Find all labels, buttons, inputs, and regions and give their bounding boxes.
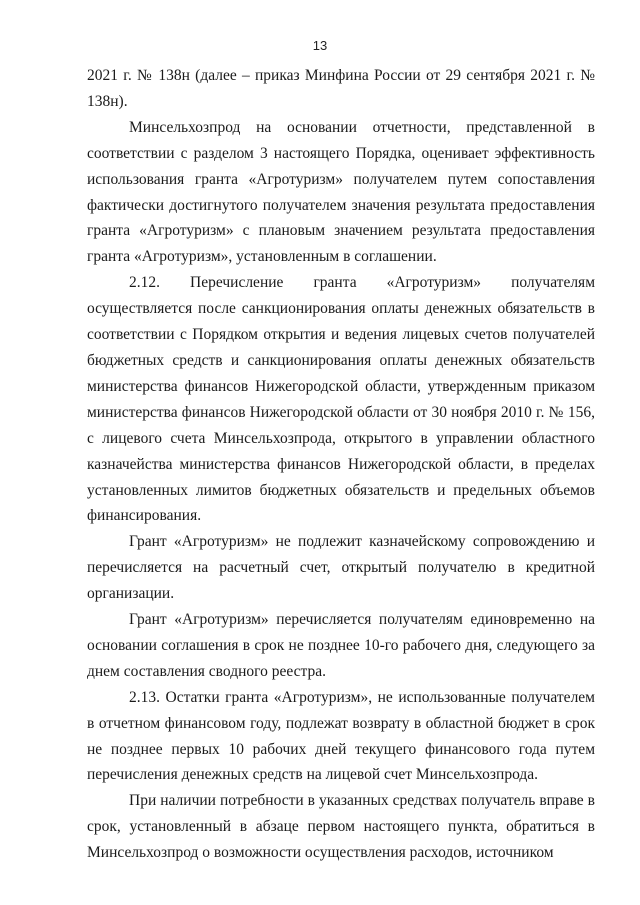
paragraph-transfer-deadline: Грант «Агротуризм» перечисляется получателям единовременно на основании соглашения в срок не позднее 10-го рабочего дня, следующего за днем составления сводного реестра.	[87, 611, 595, 680]
page-number: 13	[312, 38, 328, 53]
paragraph-section-2-12: 2.12. Перечисление гранта «Агротуризм» получателям осуществляется после санкционирования оплаты денежных обязательств в соответствии с Порядком открытия и ведения лицевых счетов получателей бюджетных средств и санкционирования оплаты денежных обязательств министерства финансов Нижегородской области, утвержденным приказом министерства финансов Нижегородской области от 30 ноября 2010 г. № 156, с лицевого счета Минсельхозпрода, открытого в управлении областного казначейства министерства финансов Нижегородской области, в пределах установленных лимитов бюджетных обязательств и предельных объемов финансирования.	[87, 274, 595, 525]
paragraph-efficiency-assessment: Минсельхозпрод на основании отчетности, представленной в соответствии с разделом 3 настоящего Порядка, оценивает эффективность использования гранта «Агротуризм» получателем путем сопоставления фактически достигнутого получателем значения результата предоставления гранта «Агротуризм» с плановым значением результата предоставления гранта «Агротуризм», установленным в соглашении.	[87, 118, 595, 266]
paragraph-treasury-support: Грант «Агротуризм» не подлежит казначейскому сопровождению и перечисляется на расчетный счет, открытый получателю в кредитной организации.	[87, 533, 595, 603]
paragraph-continuation: 2021 г. № 138н (далее – приказ Минфина России от 29 сентября 2021 г. № 138н).	[87, 67, 595, 110]
paragraph-section-2-13: 2.13. Остатки гранта «Агротуризм», не использованные получателем в отчетном финансовом году, подлежат возврату в областной бюджет в срок не позднее первых 10 рабочих дней текущего финансового года путем перечисления денежных средств на лицевой счет Минсельхозпрода.	[87, 688, 595, 784]
paragraph-funds-need: При наличии потребности в указанных средствах получатель вправе в срок, установленный в абзаце первом настоящего пункта, обратиться в Минсельхозпрод о возможности осуществления расходов, источником	[87, 792, 595, 862]
document-body	[87, 63, 595, 866]
